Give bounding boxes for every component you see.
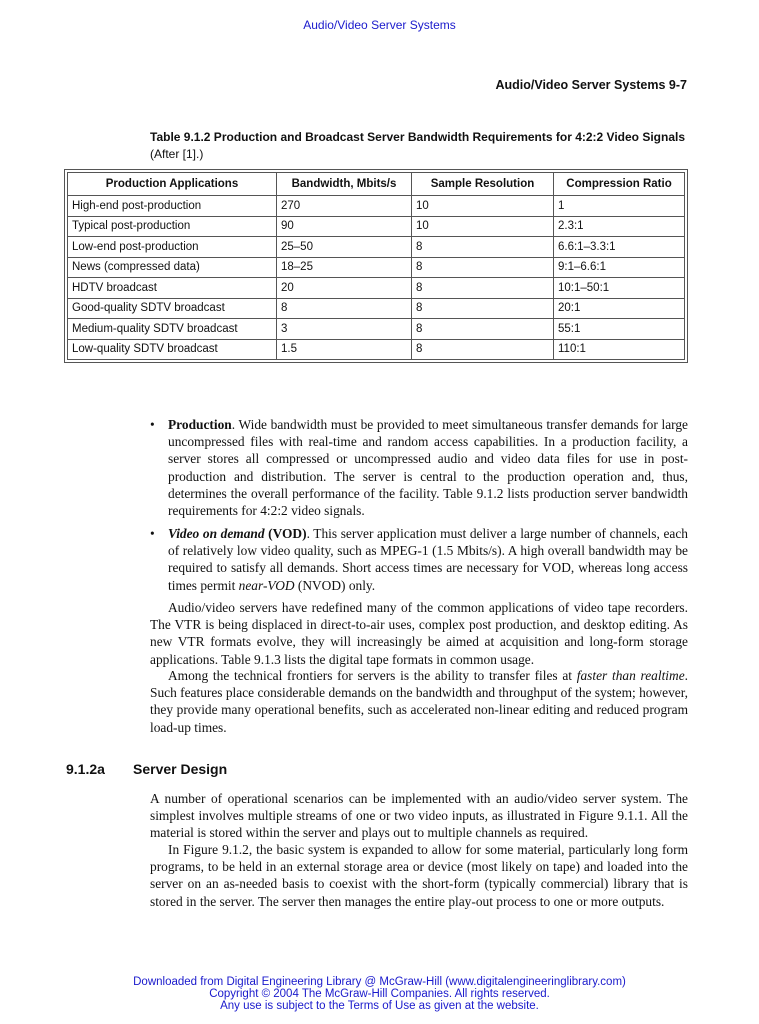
table-row (68, 257, 685, 278)
table-caption-title: Table 9.1.2 Production and Broadcast Server Bandwidth Requirements for 4:2:2 Video Signals (150, 130, 686, 144)
table-cell: 8 (412, 237, 554, 258)
table-cell: HDTV broadcast (68, 278, 277, 299)
table-cell: 1.5 (277, 339, 412, 360)
table-cell: Medium-quality SDTV broadcast (68, 319, 277, 340)
table-cell: 2.3:1 (554, 216, 685, 237)
table-header-cell: Sample Resolution (412, 173, 554, 196)
table-cell: 1 (554, 196, 685, 217)
bullet-term-suffix: (VOD) (264, 526, 307, 541)
bullet-body-end: (NVOD) only. (294, 577, 376, 593)
table-row (68, 196, 685, 217)
table-cell: Low-quality SDTV broadcast (68, 339, 277, 360)
table-cell: 8 (412, 257, 554, 278)
table-cell: 90 (277, 216, 412, 237)
table-header-cell: Bandwidth, Mbits/s (277, 173, 412, 196)
bullet-body: . Wide bandwidth must be provided to meet simultaneous transfer demands for large uncompressed files with real-time and random access capabilities. In a production facility, a server stores all compressed or uncompressed audio and video data files for use in post-production and distribution. The server is central to the production operation and, thus, determines the overall performance of the facility. Table 9.1.2 lists production server bandwidth requirements for 4:2:2 video signals. (168, 417, 688, 519)
bullet-marker: • (150, 526, 155, 541)
table-row (68, 319, 685, 340)
running-head: Audio/Video Server Systems 9-7 (495, 78, 687, 92)
header-link-text[interactable]: Audio/Video Server Systems (303, 18, 456, 32)
section-title: Server Design (133, 761, 228, 777)
table-row (68, 216, 685, 237)
table-row (68, 298, 685, 319)
table-cell: 20:1 (554, 298, 685, 319)
bullet-body: . This server application must deliver a large number of channels, each of relatively low video quality, such as MPEG-1 (1.5 Mbits/s). A high overall bandwidth may be required to satisfy all demands. Short access times are necessary for VOD, whereas long access times permit (168, 526, 688, 593)
table-row (68, 278, 685, 299)
table-cell: Low-end post-production (68, 237, 277, 258)
table-cell: 270 (277, 196, 412, 217)
table-cell: 8 (412, 298, 554, 319)
bullet-italic: near-VOD (238, 577, 295, 593)
bandwidth-table-frame (64, 169, 688, 363)
paragraph-italic: faster than realtime (576, 668, 685, 683)
table-cell: 8 (412, 278, 554, 299)
table-cell: 18–25 (277, 257, 412, 278)
bullet-production (168, 416, 688, 519)
table-cell: 3 (277, 319, 412, 340)
table-cell: 8 (412, 339, 554, 360)
table-cell: High-end post-production (68, 196, 277, 217)
table-cell: 10 (412, 216, 554, 237)
paragraph-frontiers (150, 667, 688, 736)
paragraph-server-design-1: A number of operational scenarios can be implemented with an audio/video server system. The simplest involves multiple streams of one or two video inputs, as illustrated in Figure 9.1.1. All the material is stored within the server and plays out to multiple channels as required. (150, 791, 688, 841)
table-cell: 8 (412, 319, 554, 340)
bullet-marker: • (150, 417, 155, 432)
table-cell: Good-quality SDTV broadcast (68, 298, 277, 319)
table-header-row (68, 173, 685, 196)
paragraph-vtr: Audio/video servers have redefined many of the common applications of video tape recorders. The VTR is being displaced in direct-to-air uses, complex post production, and desktop editing. As new VTR formats evolve, they will increasingly be aimed at acquisition and long-form storage applications. Table 9.1.3 lists the digital tape formats in common usage. (150, 600, 688, 667)
bandwidth-table (67, 172, 685, 360)
header-link[interactable] (0, 18, 759, 32)
table-cell: 6.6:1–3.3:1 (554, 237, 685, 258)
table-cell: 25–50 (277, 237, 412, 258)
table-caption (150, 129, 687, 162)
bullet-term: Video on demand (168, 526, 265, 541)
table-cell: 110:1 (554, 339, 685, 360)
table-caption-note: (After [1].) (150, 146, 204, 161)
paragraph-server-design-2: In Figure 9.1.2, the basic system is expanded to allow for some material, particularly long form programs, to be held in an external storage area or device (most likely on tape) and loaded into the server on an as-needed basis to coexist with the short-form (typically commercial) library that is stored in the server. The server then manages the entire play-out process to one or more outputs. (150, 842, 688, 909)
footer (0, 976, 759, 1012)
table-row (68, 339, 685, 360)
table-cell: News (compressed data) (68, 257, 277, 278)
paragraph-text: Among the technical frontiers for servers is the ability to transfer files at (168, 668, 577, 683)
table-header-cell: Compression Ratio (554, 173, 685, 196)
bullet-term: Production (168, 417, 232, 432)
bullet-vod (168, 525, 688, 594)
paragraph-text: . Such features place considerable demands on the bandwidth and throughput of the system; however, they provide many operational benefits, such as accelerated non-linear editing and reduced program load-up times. (150, 668, 688, 735)
table-cell: 20 (277, 278, 412, 299)
footer-terms-link[interactable]: Any use is subject to the Terms of Use as given at the website. (220, 1000, 539, 1012)
table-cell: Typical post-production (68, 216, 277, 237)
table-header-cell: Production Applications (68, 173, 277, 196)
table-cell: 9:1–6.6:1 (554, 257, 685, 278)
table-cell: 10:1–50:1 (554, 278, 685, 299)
table-cell: 10 (412, 196, 554, 217)
section-number: 9.1.2a (66, 761, 105, 777)
table-cell: 8 (277, 298, 412, 319)
table-row (68, 237, 685, 258)
table-cell: 55:1 (554, 319, 685, 340)
footer-copyright: Copyright © 2004 The McGraw-Hill Companies. All rights reserved. (209, 988, 550, 1000)
footer-download-link[interactable]: Downloaded from Digital Engineering Library @ McGraw-Hill (www.digitalengineeringlibrary.com) (133, 976, 626, 988)
